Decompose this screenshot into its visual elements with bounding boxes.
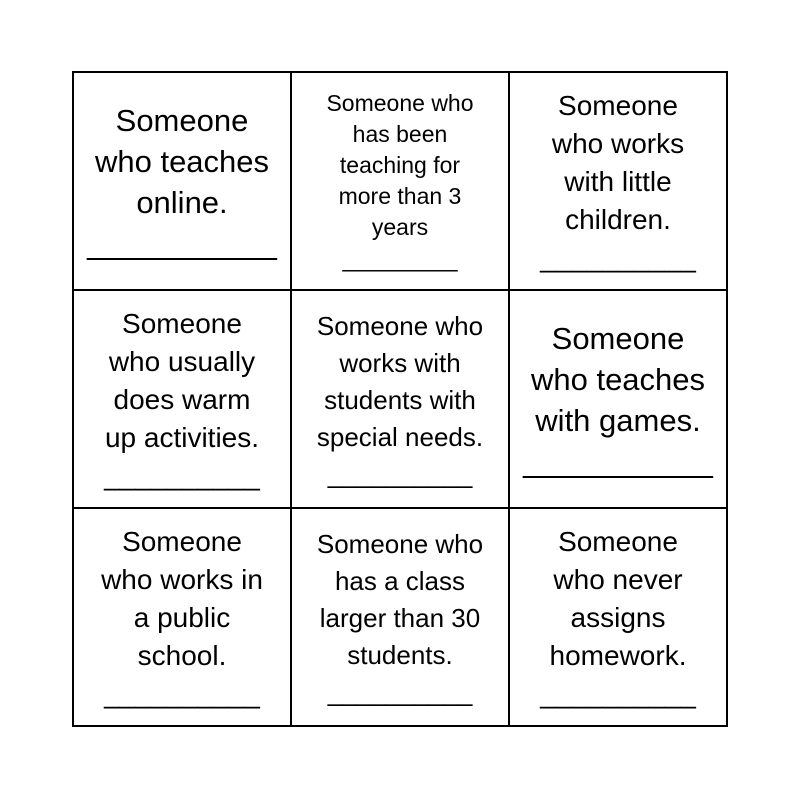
signature-line: __________ — [540, 678, 696, 709]
cell-prompt: Someone who teaches online. — [94, 103, 270, 220]
bingo-cell[interactable] — [74, 291, 292, 509]
cell-prompt: Someone who works in a public school. — [101, 526, 263, 671]
bingo-cell[interactable] — [510, 73, 728, 291]
cell-prompt: Someone who teaches with games. — [530, 321, 706, 438]
cell-prompt: Someone who never assigns homework. — [549, 526, 687, 671]
signature-line: __________ — [327, 459, 473, 489]
cell-prompt: Someone who usually does warm up activities. — [104, 308, 260, 453]
signature-line: __________ — [327, 677, 473, 707]
signature-line: __________ — [104, 678, 260, 709]
bingo-cell[interactable] — [510, 509, 728, 727]
bingo-board — [72, 71, 728, 727]
signature-line: _________ — [342, 246, 458, 272]
cell-prompt: Someone who works with little children. — [551, 90, 685, 235]
bingo-cell[interactable] — [74, 509, 292, 727]
signature-line: __________ — [540, 242, 696, 273]
bingo-cell[interactable] — [292, 509, 510, 727]
signature-line: __________ — [104, 460, 260, 491]
signature-line: ___________ — [523, 444, 713, 479]
bingo-cell[interactable] — [292, 73, 510, 291]
cell-prompt: Someone who has a class larger than 30 students. — [316, 529, 484, 670]
bingo-cell[interactable] — [510, 291, 728, 509]
bingo-cell[interactable] — [292, 291, 510, 509]
signature-line: ___________ — [87, 226, 277, 261]
cell-prompt: Someone who has been teaching for more than 3 years — [326, 90, 474, 240]
cell-prompt: Someone who works with students with special needs. — [316, 311, 484, 452]
bingo-cell[interactable] — [74, 73, 292, 291]
